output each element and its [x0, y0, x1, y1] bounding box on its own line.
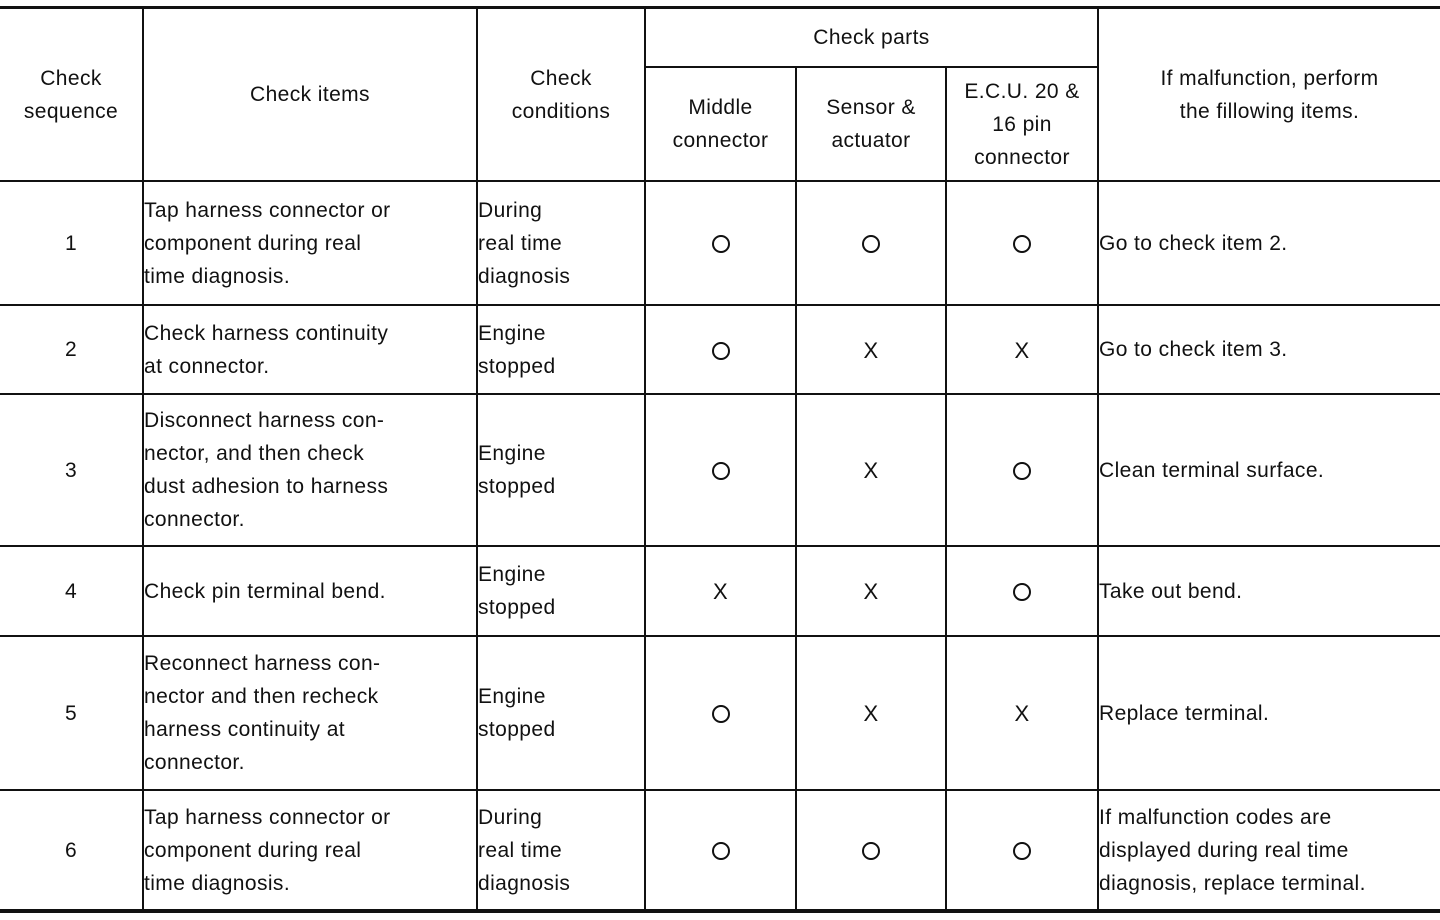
ecu-connector-mark [946, 636, 1098, 790]
header-check-parts-label: Check parts [813, 26, 930, 49]
header-check-conditions [477, 8, 645, 182]
mark-symbol [862, 842, 880, 860]
header-remedy [1098, 8, 1440, 182]
header-check-sequence [0, 8, 143, 182]
ecu-connector-mark [946, 181, 1098, 305]
remedy-cell [1098, 181, 1440, 305]
condition-cell [477, 636, 645, 790]
mark-symbol: X [863, 337, 879, 363]
mark-symbol [1013, 842, 1031, 860]
mark-symbol: X [712, 579, 729, 605]
table-row [0, 394, 1440, 546]
mark-symbol [1013, 235, 1031, 253]
middle-connector-mark [645, 305, 796, 394]
header-sensor-actuator [796, 67, 946, 181]
remedy-cell [1098, 546, 1440, 636]
header-sensor-actuator-label: Sensor & actuator [826, 96, 916, 152]
mark-symbol [1013, 583, 1031, 601]
header-check-conditions-label: Check conditions [511, 66, 611, 123]
mark-symbol [712, 342, 730, 360]
condition-cell [477, 546, 645, 636]
header-check-items-label: Check items [250, 83, 370, 106]
sequence-cell: 1 [0, 181, 143, 305]
sequence-cell: 3 [0, 394, 143, 546]
table-header [0, 8, 1440, 182]
check-item-cell [143, 181, 477, 305]
table-row [0, 790, 1440, 911]
table-row [0, 181, 1440, 305]
check-item-cell [143, 394, 477, 546]
mark-symbol: X [863, 579, 879, 605]
check-item-text: Tap harness connector or component during real time diagnosis. [144, 198, 391, 288]
header-middle-connector [645, 67, 796, 181]
mark-symbol: X [1014, 337, 1030, 363]
middle-connector-mark [645, 181, 796, 305]
remedy-text: Clean terminal surface. [1099, 458, 1325, 482]
mark-symbol [862, 235, 880, 253]
sequence-cell: 2 [0, 305, 143, 394]
table-row [0, 546, 1440, 636]
check-item-text: Tap harness connector or component during real time diagnosis. [144, 805, 391, 895]
header-middle-connector-label: Middle connector [672, 96, 769, 152]
condition-cell [477, 790, 645, 911]
remedy-cell [1098, 636, 1440, 790]
check-item-text: Disconnect harness con- nector, and then check dust adhesion to harness connector. [144, 409, 389, 531]
ecu-connector-mark [946, 394, 1098, 546]
remedy-cell [1098, 305, 1440, 394]
sensor-actuator-mark [796, 790, 946, 911]
ecu-connector-mark [946, 790, 1098, 911]
ecu-connector-mark [946, 305, 1098, 394]
sensor-actuator-mark [796, 305, 946, 394]
remedy-text: Go to check item 3. [1099, 338, 1288, 361]
middle-connector-mark [645, 636, 796, 790]
mark-symbol [712, 235, 730, 253]
sequence-cell: 4 [0, 546, 143, 636]
mark-symbol [712, 705, 730, 723]
table-row [0, 636, 1440, 790]
sensor-actuator-mark [796, 394, 946, 546]
condition-text: Engine stopped [478, 321, 556, 378]
remedy-text: Replace terminal. [1099, 701, 1270, 725]
table-row [0, 305, 1440, 394]
condition-cell [477, 305, 645, 394]
condition-text: During real time diagnosis [478, 198, 571, 288]
check-item-cell [143, 790, 477, 911]
remedy-text: If malfunction codes are displayed during real time diagnosis, replace terminal. [1099, 805, 1366, 895]
remedy-text: Take out bend. [1099, 579, 1243, 603]
condition-text: Engine stopped [478, 442, 556, 498]
sensor-actuator-mark [796, 546, 946, 636]
ecu-connector-mark [946, 546, 1098, 636]
table-body [0, 181, 1440, 911]
check-sequence-table [0, 6, 1440, 913]
middle-connector-mark [645, 546, 796, 636]
check-item-cell [143, 546, 477, 636]
header-check-sequence-label: Check sequence [23, 66, 119, 123]
check-item-text: Check pin terminal bend. [144, 579, 386, 603]
remedy-text: Go to check item 2. [1099, 231, 1288, 255]
check-item-text: Reconnect harness con- nector and then recheck harness continuity at connector. [144, 652, 381, 774]
sequence-cell: 5 [0, 636, 143, 790]
header-check-parts [645, 8, 1098, 68]
check-item-text: Check harness continuity at connector. [144, 321, 389, 378]
middle-connector-mark [645, 790, 796, 911]
sequence-cell: 6 [0, 790, 143, 911]
remedy-cell [1098, 790, 1440, 911]
mark-symbol [712, 462, 730, 480]
sensor-actuator-mark [796, 636, 946, 790]
check-item-cell [143, 305, 477, 394]
check-item-cell [143, 636, 477, 790]
condition-cell [477, 181, 645, 305]
header-row [0, 8, 1440, 68]
mark-symbol: X [863, 458, 879, 484]
remedy-cell [1098, 394, 1440, 546]
middle-connector-mark [645, 394, 796, 546]
sensor-actuator-mark [796, 181, 946, 305]
header-remedy-label: If malfunction, perform the fillowing items. [1160, 66, 1379, 123]
mark-symbol [712, 842, 730, 860]
mark-symbol: X [863, 701, 879, 727]
mark-symbol [1013, 462, 1031, 480]
mark-symbol: X [1014, 701, 1030, 727]
header-ecu-connector-label: E.C.U. 20 & 16 pin connector [964, 79, 1080, 169]
condition-text: Engine stopped [478, 685, 556, 741]
condition-cell [477, 394, 645, 546]
condition-text: During real time diagnosis [478, 805, 571, 895]
header-check-items [143, 8, 477, 182]
condition-text: Engine stopped [478, 563, 556, 619]
header-ecu-connector [946, 67, 1098, 181]
